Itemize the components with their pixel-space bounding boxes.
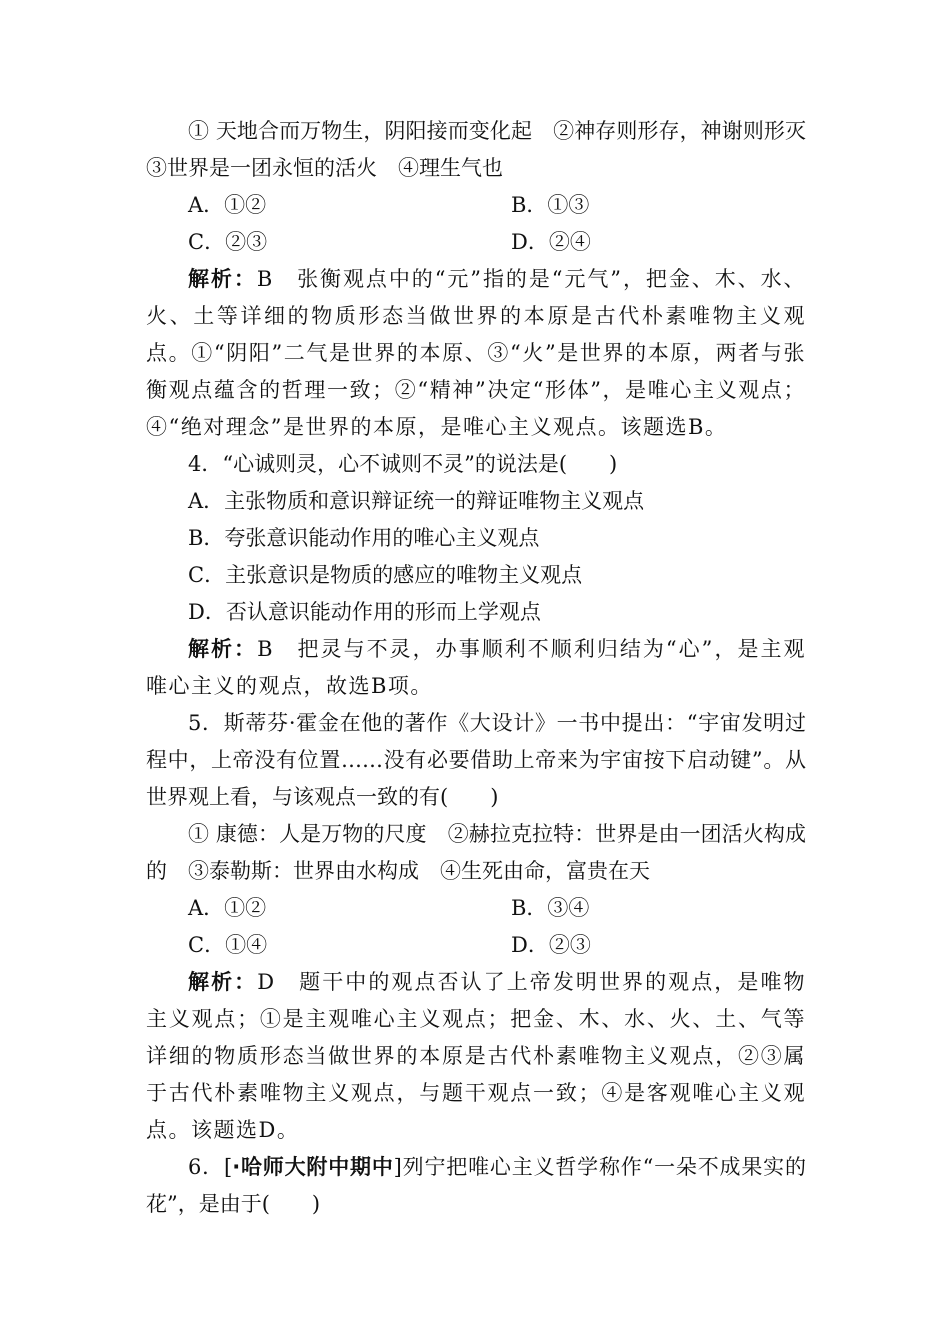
q4-option-a: A．主张物质和意识辩证统一的辩证唯物主义观点 — [188, 489, 645, 513]
q5-option-c: C．①④ — [188, 933, 268, 957]
q5-option-d: D．②③ — [511, 933, 591, 957]
q4-option-c: C．主张意识是物质的感应的唯物主义观点 — [188, 563, 583, 587]
q3-options-row1 — [146, 187, 806, 224]
q6-stem: 6．[·哈师大附中期中]列宁把唯心主义哲学称作“一朵不成果实的花”，是由于( ) — [146, 1155, 806, 1216]
q5-option-b: B．③④ — [511, 896, 590, 920]
q3-option-b: B．①③ — [511, 193, 590, 217]
q4-option-b: B．夸张意识能动作用的唯心主义观点 — [188, 526, 540, 550]
q4-analysis: 解析：B 把灵与不灵，办事顺利不顺利归结为“心”，是主观唯心主义的观点，故选B项。 — [146, 637, 807, 698]
q4-option-d: D．否认意识能动作用的形而上学观点 — [188, 600, 541, 624]
q3-stem: ① 天地合而万物生，阴阳接而变化起 ②神存则形存，神谢则形灭 ③世界是一团永恒的活火 ④理生气也 — [146, 119, 827, 180]
q3-analysis: 解析：B 张衡观点中的“元”指的是“元气”，把金、木、水、火、土等详细的物质形态当做世界的本原是古代朴素唯物主义观点。①“阴阳”二气是世界的本原、③“火”是世界的本原，两者与张衡观点蕴含的哲理一致；②“精神”决定“形体”，是唯心主义观点；④“绝对理念”是世界的本原，是唯心主义观点。该题选B。 — [146, 267, 807, 439]
q3-option-d: D．②④ — [511, 230, 591, 254]
q4-stem: 4．“心诚则灵，心不诚则不灵”的说法是( ) — [188, 452, 618, 476]
q5-option-a: A．①② — [188, 896, 267, 920]
analysis-label: 解析： — [188, 637, 258, 661]
q3-option-a: A．①② — [188, 193, 267, 217]
q3-options-row2 — [146, 224, 806, 261]
document-page — [146, 113, 827, 1223]
analysis-label: 解析： — [188, 970, 258, 994]
analysis-label: 解析： — [188, 267, 257, 291]
q5-options-row2 — [146, 927, 806, 964]
q5-stem: 5．斯蒂芬·霍金在他的著作《大设计》一书中提出：“宇宙发明过程中，上帝没有位置……没有必要借助上帝来为宇宙按下启动键”。从世界观上看，与该观点一致的有( ) — [146, 711, 806, 809]
q5-options-row1 — [146, 890, 806, 927]
q3-option-c: C．②③ — [188, 230, 268, 254]
q6-source: ·哈师大附中期中 — [232, 1155, 394, 1179]
q5-analysis: 解析：D 题干中的观点否认了上帝发明世界的观点，是唯物主义观点；①是主观唯心主义观点；把金、木、水、火、土、气等详细的物质形态当做世界的本原是古代朴素唯物主义观点，②③属于古代朴素唯物主义观点，与题干观点一致；④是客观唯心主义观点。该题选D。 — [146, 970, 807, 1142]
q5-items: ① 康德：人是万物的尺度 ②赫拉克拉特：世界是由一团活火构成的 ③泰勒斯：世界由水构成 ④生死由命，富贵在天 — [146, 822, 806, 883]
